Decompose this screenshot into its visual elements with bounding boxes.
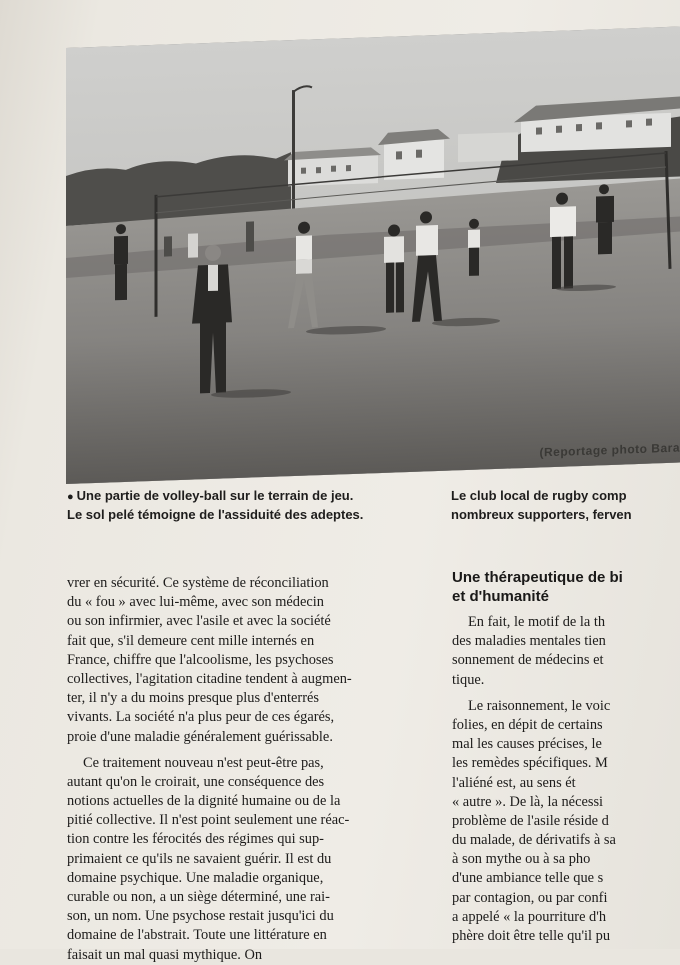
text-line: phère doit être telle qu'il pu bbox=[452, 928, 611, 944]
photo-scene bbox=[66, 27, 680, 484]
heading-line: et d'humanité bbox=[452, 588, 549, 605]
text-line: fait que, s'il demeure cent mille internés en bbox=[67, 632, 315, 649]
text-line: autant qu'on le croirait, une conséquence des bbox=[67, 773, 325, 790]
caption-right-line-1: Le club local de rugby comp bbox=[451, 488, 627, 503]
text-line: du malade, de dérivatifs à sa bbox=[452, 832, 616, 849]
text-line: collectives, l'agitation citadine tendent à augmen- bbox=[67, 670, 352, 687]
text-line: domaine de l'abstrait. Toute une littérature en bbox=[67, 927, 327, 944]
text-line: l'aliéné est, au sens ét bbox=[452, 774, 576, 791]
caption-left-line-2: Le sol pelé témoigne de l'assiduité des adeptes. bbox=[67, 507, 364, 523]
text-line: du « fou » avec lui-même, avec son médecin bbox=[67, 594, 324, 611]
text-line: ou son infirmier, avec l'asile et avec la société bbox=[67, 613, 331, 630]
caption-rugby bbox=[451, 487, 632, 525]
text-line: notions actuelles de la dignité humaine ou de la bbox=[67, 793, 341, 810]
text-line: proie d'une maladie généralement guérissable. bbox=[67, 728, 333, 745]
text-line: En fait, le motif de la th bbox=[468, 614, 606, 630]
text-line: pitié collective. Il n'est point seulement une réac- bbox=[67, 812, 350, 829]
text-line: vivants. La société n'a plus peur de ces égarés, bbox=[67, 709, 335, 726]
left-paragraph-2 bbox=[67, 754, 352, 965]
text-line: sonnement de médecins et bbox=[452, 652, 604, 669]
left-paragraph-1 bbox=[67, 574, 352, 747]
text-line: primaient ce qu'ils ne savaient guérir. Il est du bbox=[67, 850, 332, 867]
text-line: vrer en sécurité. Ce système de réconciliation bbox=[67, 575, 329, 591]
text-line: a appelé « la pourriture d'h bbox=[452, 908, 607, 925]
right-paragraph-1 bbox=[452, 613, 623, 690]
text-line: mal les causes précises, le bbox=[452, 736, 602, 753]
right-paragraph-2 bbox=[452, 697, 623, 946]
text-line: tique. bbox=[452, 671, 485, 688]
text-line: folies, en dépit de certains bbox=[452, 716, 603, 733]
heading-line: Une thérapeutique de bi bbox=[452, 569, 623, 586]
text-line: ter, il n'y a du moins presque plus d'enterrés bbox=[67, 690, 319, 707]
caption-right-line-2: nombreux supporters, ferven bbox=[451, 507, 632, 523]
text-line: faisait un mal quasi mythique. On bbox=[67, 946, 263, 963]
text-line: tion contre les férocités des régimes qui sup- bbox=[67, 831, 324, 848]
text-line: d'une ambiance telle que s bbox=[452, 870, 604, 887]
text-line: les remèdes spécifiques. M bbox=[452, 755, 608, 772]
text-line: « autre ». De là, la nécessi bbox=[452, 793, 604, 810]
text-line: domaine psychique. Une maladie organique, bbox=[67, 869, 324, 886]
text-line: curable ou non, a un siège déterminé, une rai- bbox=[67, 889, 330, 905]
text-line: son, un nom. Une psychose restait jusqu'ici du bbox=[67, 908, 334, 925]
photo-credit: (Reportage photo Bara bbox=[539, 440, 680, 460]
caption-left-line-1: ● Une partie de volley-ball sur le terrain de jeu. bbox=[67, 488, 354, 503]
article-column-left bbox=[67, 574, 352, 965]
text-line: France, chiffre que l'alcoolisme, les psychoses bbox=[67, 651, 334, 668]
article-column-right bbox=[452, 568, 623, 946]
text-line: Le raisonnement, le voic bbox=[468, 697, 611, 714]
text-line: problème de l'asile réside d bbox=[452, 812, 609, 829]
text-line: par contagion, ou par confi bbox=[452, 889, 608, 906]
bullet-icon: ● bbox=[67, 491, 74, 503]
text-line: Ce traitement nouveau n'est peut-être pas, bbox=[83, 754, 324, 771]
caption-volleyball bbox=[67, 487, 363, 525]
text-line: des maladies mentales tien bbox=[452, 633, 606, 650]
volleyball-photo bbox=[66, 27, 680, 484]
text-line: à son mythe ou à sa pho bbox=[452, 851, 591, 868]
section-heading bbox=[452, 568, 623, 606]
